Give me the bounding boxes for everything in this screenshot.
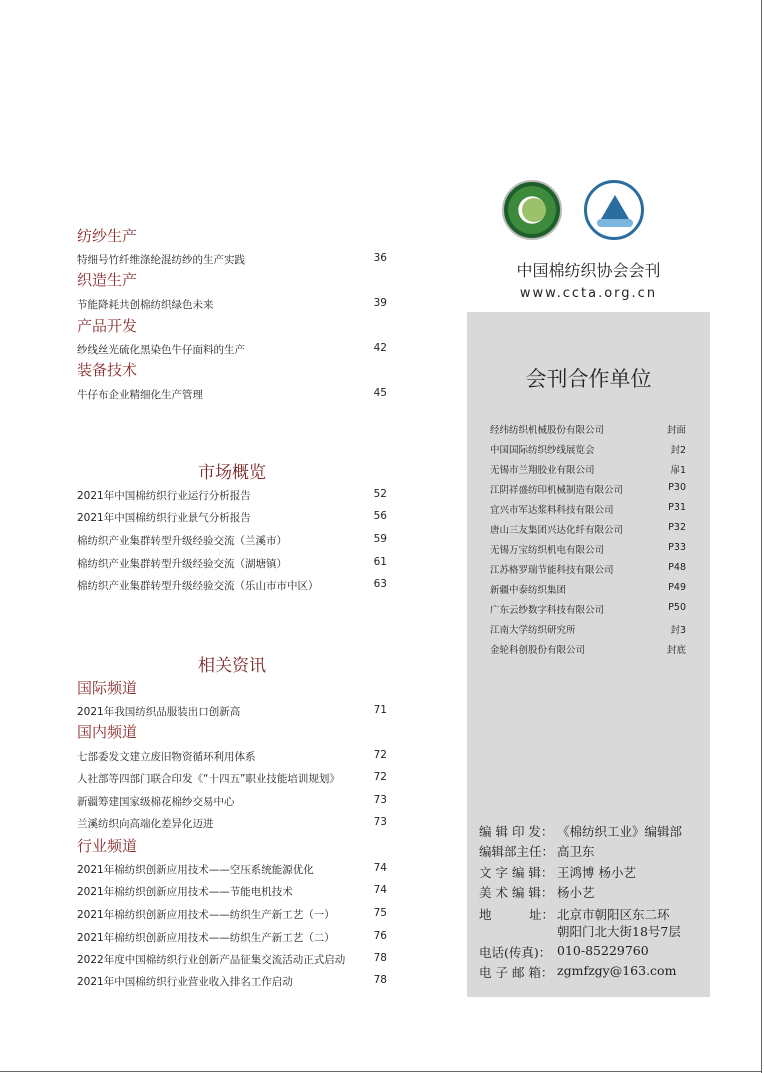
toc-item-page: 59 xyxy=(373,533,387,545)
partner-name: 中国国际纺织纱线展览会 xyxy=(490,445,595,456)
partner-name: 经纬纺织机械股份有限公司 xyxy=(490,425,605,436)
page-border xyxy=(761,0,762,1073)
toc-item-title: 人社部等四部门联合印发《“十四五”职业技能培训规划》 xyxy=(77,773,340,785)
editorial-label: 电 子 邮 箱： xyxy=(479,965,554,980)
toc-item-page: 39 xyxy=(373,297,387,309)
toc-item-title: 特细号竹纤维涤纶混纺纱的生产实践 xyxy=(77,254,245,266)
partner-page: P31 xyxy=(668,502,686,513)
category-heading-product: 产品开发 xyxy=(77,317,138,335)
category-heading-weaving: 织造生产 xyxy=(77,271,138,289)
category-heading-international: 国际频道 xyxy=(77,679,138,697)
jiangnan-university-logo-icon xyxy=(584,180,644,240)
partner-page: 封面 xyxy=(666,425,686,436)
category-heading-spinning: 纺纱生产 xyxy=(77,227,138,245)
editorial-value: 王鸿博 杨小艺 xyxy=(557,865,636,880)
editorial-label: 地 址： xyxy=(479,907,555,922)
toc-item-title: 2021年中国棉纺织行业运行分析报告 xyxy=(77,490,251,502)
toc-item-page: 56 xyxy=(373,510,387,522)
toc-item-title: 纱线丝光硫化黑染色牛仔面料的生产 xyxy=(77,344,245,356)
editorial-value: 010-85229760 xyxy=(557,943,649,958)
partner-name: 江南大学纺织研究所 xyxy=(490,625,576,636)
editorial-value: 高卫东 xyxy=(557,844,595,859)
toc-item-page: 78 xyxy=(373,974,387,986)
partner-name: 宜兴市军达浆料科技有限公司 xyxy=(490,505,614,516)
toc-item-page: 71 xyxy=(373,704,387,716)
toc-item-page: 74 xyxy=(373,884,387,896)
partner-name: 新疆中泰纺织集团 xyxy=(490,585,567,596)
toc-item-page: 72 xyxy=(373,771,387,783)
toc-item-title: 2021年中国棉纺织行业营业收入排名工作启动 xyxy=(77,976,293,988)
jiangnan-logo-wave xyxy=(597,219,633,227)
partner-name: 无锡万宝纺织机电有限公司 xyxy=(490,545,605,556)
toc-item-title: 牛仔布企业精细化生产管理 xyxy=(77,389,203,401)
toc-item-page: 61 xyxy=(373,556,387,568)
editorial-label: 编辑部主任： xyxy=(479,844,555,859)
cooperation-title: 会刊合作单位 xyxy=(525,367,652,391)
partner-page: 封底 xyxy=(666,645,686,656)
partner-page: P50 xyxy=(668,602,686,613)
partner-name: 广东云纱数字科技有限公司 xyxy=(490,605,605,616)
partner-name: 无锡市兰翔胶业有限公司 xyxy=(490,465,595,476)
toc-item-title: 新疆筹建国家级棉花棉纱交易中心 xyxy=(77,796,235,808)
toc-item-page: 78 xyxy=(373,952,387,964)
category-heading-industry: 行业频道 xyxy=(77,837,138,855)
toc-item-title: 2021年棉纺织创新应用技术——空压系统能源优化 xyxy=(77,864,314,876)
toc-item-title: 节能降耗共创棉纺织绿色未来 xyxy=(77,299,214,311)
toc-item-page: 36 xyxy=(373,252,387,264)
editorial-value: 北京市朝阳区东二环 xyxy=(557,907,670,922)
partner-name: 江阴祥盛纺印机械制造有限公司 xyxy=(490,485,624,496)
partner-name: 江苏格罗瑞节能科技有限公司 xyxy=(490,565,614,576)
toc-item-title: 2021年我国纺织品服装出口创新高 xyxy=(77,706,241,718)
toc-item-page: 63 xyxy=(373,578,387,590)
section-title-market: 市场概览 xyxy=(198,463,266,483)
editorial-email-link[interactable]: zgmfzgy@163.com xyxy=(557,963,677,978)
page-border xyxy=(0,1071,762,1072)
partner-page: P48 xyxy=(668,562,686,573)
toc-item-title: 2021年中国棉纺织行业景气分析报告 xyxy=(77,512,251,524)
partner-name: 唐山三友集团兴达化纤有限公司 xyxy=(490,525,624,536)
partner-page: 封3 xyxy=(670,625,686,636)
partner-page: 封2 xyxy=(670,445,686,456)
toc-item-title: 兰溪纺织向高端化差异化迈进 xyxy=(77,818,214,830)
jiangnan-logo-mountain xyxy=(601,195,629,219)
toc-item-page: 76 xyxy=(373,930,387,942)
toc-item-page: 52 xyxy=(373,488,387,500)
editorial-label: 电话(传真)： xyxy=(479,945,552,960)
editorial-value: 《棉纺织工业》编辑部 xyxy=(557,824,683,839)
editorial-label: 美 术 编 辑： xyxy=(479,885,554,900)
ccta-logo-center xyxy=(522,198,546,222)
toc-item-page: 73 xyxy=(373,816,387,828)
toc-item-page: 75 xyxy=(373,907,387,919)
toc-item-title: 棉纺织产业集群转型升级经验交流（乐山市市中区） xyxy=(77,580,319,592)
toc-item-page: 72 xyxy=(373,749,387,761)
toc-item-title: 2021年棉纺织创新应用技术——节能电机技术 xyxy=(77,886,293,898)
toc-item-page: 73 xyxy=(373,794,387,806)
partner-page: P30 xyxy=(668,482,686,493)
category-heading-domestic: 国内频道 xyxy=(77,723,138,741)
partner-page: P49 xyxy=(668,582,686,593)
partner-name: 金轮科创股份有限公司 xyxy=(490,645,586,656)
toc-item-page: 42 xyxy=(373,342,387,354)
ccta-logo-icon xyxy=(502,180,562,240)
toc-item-title: 棉纺织产业集群转型升级经验交流（兰溪市） xyxy=(77,535,287,547)
editorial-value: 朝阳门北大街18号7层 xyxy=(557,924,681,939)
partner-page: P32 xyxy=(668,522,686,533)
journal-name: 中国棉纺织协会会刊 xyxy=(516,261,661,280)
journal-url-link[interactable]: www.ccta.org.cn xyxy=(519,286,658,301)
toc-item-title: 2022年度中国棉纺织行业创新产品征集交流活动正式启动 xyxy=(77,954,346,966)
editorial-value: 杨小艺 xyxy=(557,885,595,900)
editorial-label: 编 辑 印 发： xyxy=(479,824,554,839)
toc-item-title: 棉纺织产业集群转型升级经验交流（湖塘镇） xyxy=(77,558,287,570)
toc-item-title: 2021年棉纺织创新应用技术——纺织生产新工艺（二） xyxy=(77,932,335,944)
toc-item-page: 45 xyxy=(373,387,387,399)
partner-page: P33 xyxy=(668,542,686,553)
editorial-label: 文 字 编 辑： xyxy=(479,865,554,880)
toc-item-title: 七部委发文建立废旧物资循环利用体系 xyxy=(77,751,256,763)
partner-page: 扉1 xyxy=(670,465,686,476)
toc-item-title: 2021年棉纺织创新应用技术——纺织生产新工艺（一） xyxy=(77,909,335,921)
category-heading-equipment: 装备技术 xyxy=(77,361,138,379)
section-title-news: 相关资讯 xyxy=(198,656,266,676)
toc-item-page: 74 xyxy=(373,862,387,874)
